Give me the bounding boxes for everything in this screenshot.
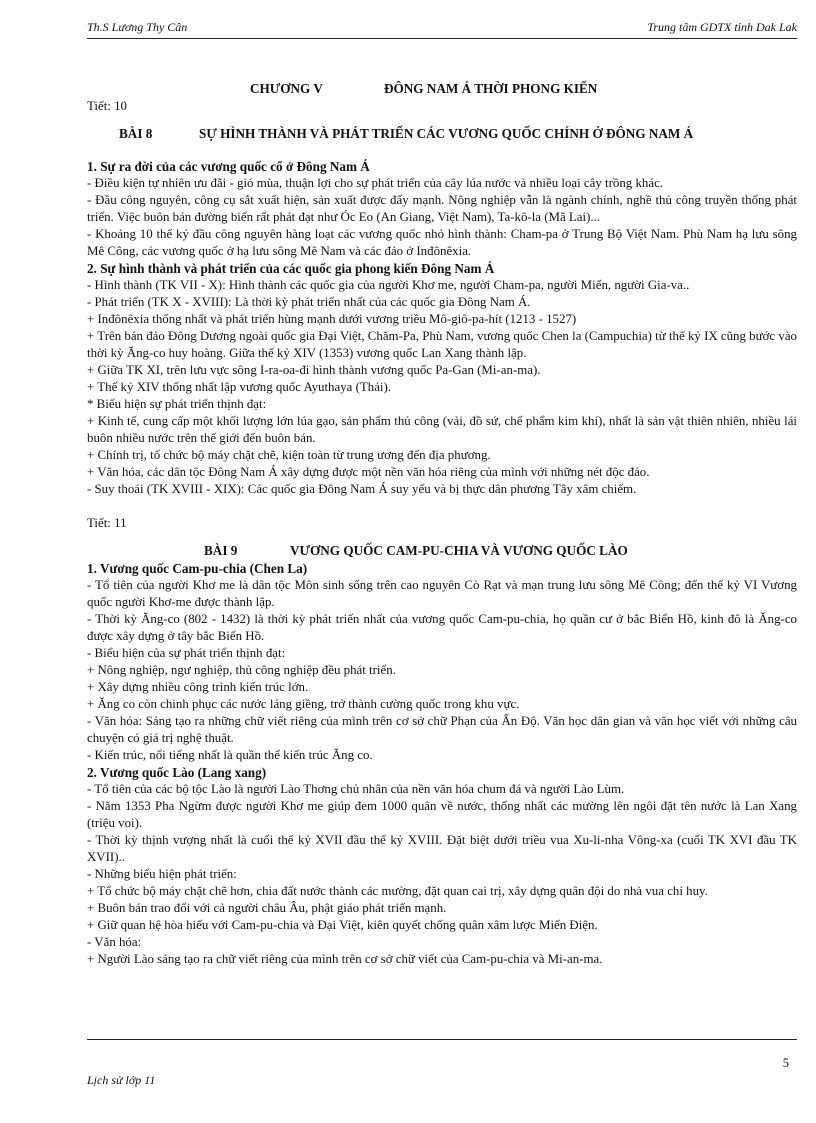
document-body bbox=[87, 80, 797, 968]
paragraph: - Suy thoái (TK XVIII - XIX): Các quốc gia Đông Nam Á suy yếu và bị thực dân phương Tây xâm chiếm. bbox=[87, 482, 637, 496]
page-header bbox=[87, 20, 797, 39]
lesson9-section1-title: 1. Vương quốc Cam-pu-chia (Chen La) bbox=[87, 561, 308, 576]
paragraph: - Tổ tiên của người Khơ me là dân tộc Môn sinh sống trên cao nguyên Cò Rạt và mạn trung lưu sông Mê Công; đến thế kỷ VI Vương quốc người Khơ-me được thành lập. bbox=[87, 578, 797, 609]
header-author: Th.S Lương Thy Cân bbox=[87, 20, 188, 34]
page-number: 5 bbox=[782, 1056, 789, 1070]
paragraph: - Văn hóa: bbox=[87, 935, 142, 949]
spacer bbox=[87, 498, 797, 515]
lesson8-section1-title: 1. Sự ra đời của các vương quốc cổ ở Đông Nam Á bbox=[87, 159, 370, 174]
paragraph: + Giữ quan hệ hòa hiếu với Cam-pu-chia và Đại Việt, kiên quyết chống quân xâm lược Miến Điện. bbox=[87, 918, 598, 932]
paragraph: - Hình thành (TK VII - X): Hình thành các quốc gia của người Khơ me, người Cham-pa, người Miến, người Gia-va.. bbox=[87, 278, 690, 292]
lesson9-section2-title: 2. Vương quốc Lào (Lang xang) bbox=[87, 765, 267, 780]
paragraph: - Tổ tiên của các bộ tộc Lào là người Lào Thơng chủ nhân của nền văn hóa chum đá và người Lào Lùm. bbox=[87, 782, 625, 796]
chapter-title: ĐÔNG NAM Á THỜI PHONG KIẾN bbox=[384, 81, 598, 96]
paragraph: + Inđônêxia thống nhất và phát triển hùng mạnh dưới vương triều Mô-giô-pa-hít (1213 - 1527) bbox=[87, 312, 577, 326]
paragraph: + Ăng co còn chinh phục các nước láng giềng, trở thành cường quốc trong khu vực. bbox=[87, 697, 520, 711]
paragraph: + Người Lào sáng tạo ra chữ viết riêng của mình trên cơ sở chữ viết của Cam-pu-chia và Mi-an-ma. bbox=[87, 952, 603, 966]
paragraph: - Thời kỳ thịnh vượng nhất là cuối thế kỷ XVII đầu thế kỷ XVIII. Đặt biệt dưới triều vua Xu-li-nha Vông-xa (cuối TK XVI đầu TK XVII).. bbox=[87, 833, 797, 864]
lesson8-number: BÀI 8 bbox=[119, 126, 153, 141]
lesson8-period: Tiết: 10 bbox=[87, 99, 127, 113]
paragraph: + Trên bán đảo Đông Dương ngoài quốc gia Đại Việt, Chăm-Pa, Phù Nam, vương quốc Chen la (Campuchia) từ thế kỷ IX cũng bước vào thời kỳ Ăng-co huy hoàng. Giữa thế kỷ XIV (1353) vương quốc Lan Xang thành lập. bbox=[87, 329, 797, 360]
footer-text: Lịch sử lớp 11 bbox=[87, 1073, 156, 1087]
paragraph: - Điều kiện tự nhiên ưu đãi - gió mùa, thuận lợi cho sự phát triển của cây lúa nước và nhiều loại cây trồng khác. bbox=[87, 176, 664, 190]
paragraph: + Buôn bán trao đổi với cả người châu Âu, phật giáo phát triển mạnh. bbox=[87, 901, 447, 915]
chapter-heading bbox=[87, 80, 797, 98]
paragraph: - Văn hóa: Sáng tạo ra những chữ viết riêng của mình trên cơ sở chữ Phạn của Ấn Độ. Văn học dân gian và văn học viết với những câu chuyện có giá trị nghệ thuật. bbox=[87, 714, 797, 745]
lesson9-title: VƯƠNG QUỐC CAM-PU-CHIA VÀ VƯƠNG QUỐC LÀO bbox=[290, 543, 628, 558]
paragraph: + Tổ chức bộ máy chặt chẽ hơn, chia đất nước thành các mường, đặt quan cai trị, xây dựng quân đội do nhà vua chỉ huy. bbox=[87, 884, 708, 898]
paragraph: - Đầu công nguyên, công cụ sắt xuất hiện, sản xuất được đẩy mạnh. Nông nghiệp vẫn là ngành chính, nghề thủ công truyền thống phát triển. Việc buôn bán đường biển rất phát đạt như Óc Eo (An Giang, Việt Nam), Ta-kô-la (Mã Lai)... bbox=[87, 193, 797, 224]
lesson9-heading bbox=[87, 542, 797, 560]
paragraph: - Biểu hiện của sự phát triển thịnh đạt: bbox=[87, 646, 286, 660]
chapter-number: CHƯƠNG V bbox=[250, 81, 323, 96]
paragraph: - Phát triển (TK X - XVIII): Là thời kỳ phát triển nhất của các quốc gia Đông Nam Á. bbox=[87, 295, 531, 309]
lesson8-title: SỰ HÌNH THÀNH VÀ PHÁT TRIỂN CÁC VƯƠNG QUỐC CHÍNH Ở ĐÔNG NAM Á bbox=[199, 126, 694, 141]
paragraph: - Kiến trúc, nổi tiếng nhất là quần thể kiến trúc Ăng co. bbox=[87, 748, 373, 762]
paragraph: - Những biểu hiện phát triển: bbox=[87, 867, 237, 881]
paragraph: + Thế kỷ XIV thống nhất lập vương quốc Ayuthaya (Thái). bbox=[87, 380, 392, 394]
document-page bbox=[87, 0, 797, 1123]
paragraph: + Xây dựng nhiều công trình kiến trúc lớn. bbox=[87, 680, 309, 694]
header-center: Trung tâm GDTX tỉnh Dak Lak bbox=[647, 20, 797, 34]
paragraph: + Văn hóa, các dân tộc Đông Nam Á xây dựng được một nền văn hóa riêng của mình với những nét độc đáo. bbox=[87, 465, 650, 479]
paragraph: + Chính trị, tổ chức bộ máy chặt chẽ, kiện toàn từ trung ương đến địa phương. bbox=[87, 448, 491, 462]
paragraph: + Giữa TK XI, trên lưu vực sông I-ra-oa-đi hình thành vương quốc Pa-Gan (Mi-an-ma). bbox=[87, 363, 541, 377]
paragraph: - Năm 1353 Pha Ngừm được người Khơ me giúp đem 1000 quân về nước, thống nhất các mường lên ngôi đặt tên nước là Lan Xang (triệu voi). bbox=[87, 799, 797, 830]
paragraph: * Biểu hiện sự phát triển thịnh đạt: bbox=[87, 397, 267, 411]
footer-divider bbox=[87, 1039, 797, 1040]
lesson9-period: Tiết: 11 bbox=[87, 516, 127, 530]
lesson9-number: BÀI 9 bbox=[204, 543, 238, 558]
paragraph: + Kinh tế, cung cấp một khối lượng lớn lúa gạo, sản phẩm thủ công (vải, đồ sứ, chế phẩm kim khí), nhất là sản vật thiên nhiên, nhiều lái buôn nhiều nước trên thế giới đến buôn bán. bbox=[87, 414, 797, 445]
paragraph: + Nông nghiệp, ngư nghiệp, thủ công nghiệp đều phát triển. bbox=[87, 663, 396, 677]
paragraph: - Thời kỳ Ăng-co (802 - 1432) là thời kỳ phát triển nhất của vương quốc Cam-pu-chia, họ quần cư ở bắc Biển Hồ, kinh đô là Ăng-co được xây dựng ở tây bắc Biển Hồ. bbox=[87, 612, 797, 643]
lesson8-heading bbox=[87, 125, 797, 143]
paragraph: - Khoảng 10 thế kỷ đầu công nguyên hàng loạt các vương quốc nhỏ hình thành: Cham-pa ở Trung Bộ Việt Nam. Phù Nam hạ lưu sông Mê Công, các vương quốc ở hạ lưu sông Mê Nam và các đảo ở Inđônêxia. bbox=[87, 227, 797, 258]
lesson8-section2-title: 2. Sự hình thành và phát triển của các quốc gia phong kiến Đông Nam Á bbox=[87, 261, 495, 276]
